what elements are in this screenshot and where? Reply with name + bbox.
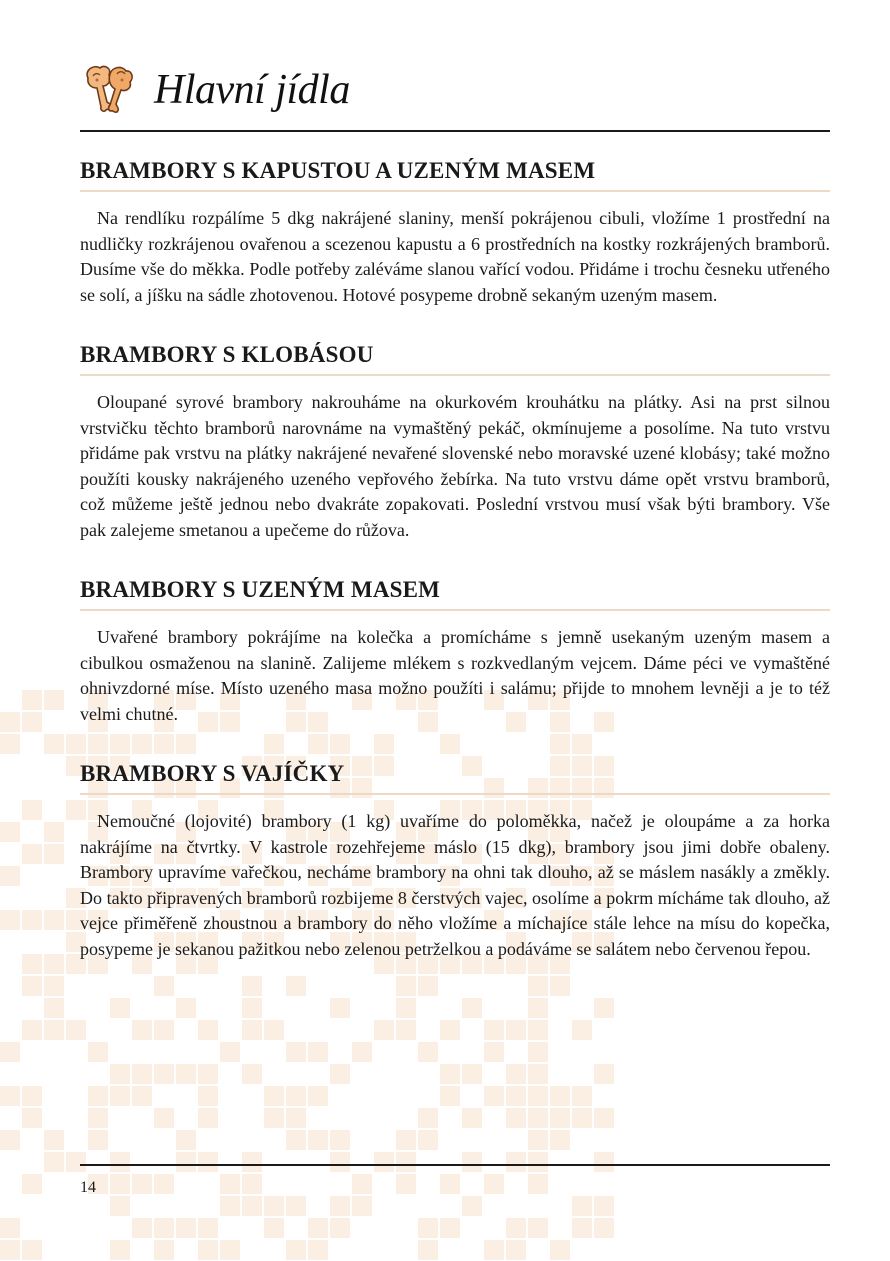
recipe-text: Oloupané syrové brambory nakrouháme na okurkovém krouhátku na plátky. Asi na prst silnou vrstvičku těchto bramborů narovnáme na vymaštěný pekáč, okmínujeme a posolíme. Na tuto vrstvu přidáme pak vrstvu na plátky nakrájené nevařené slovenské nebo moravské uzené klobásy; také možno použíti kousky nakrájeného uzeného vepřového žebírka. Na tuto vrstvu dáme opět vrstvu bramborů, což můžeme ještě jednou nebo dvakráte zopakovati. Poslední vrstvou musí však býti brambory. Vše pak zalejeme smetanou a upečeme do růžova. xyxy=(80,392,830,540)
header-divider xyxy=(80,130,830,132)
recipe-text: Na rendlíku rozpálíme 5 dkg nakrájené slaniny, menší pokrájenou cibuli, vložíme 1 prostřední na nudličky rozkrájenou ovařenou a scezenou kapustu a 6 prostředních na kostky rozkrájených bramborů. Dusíme vše do měkka. Podle potřeby zaléváme slanou vařící vodou. Přidáme i trochu česneku utřeného se solí, a jíšku na sádle zhotovenou. Hotové posypeme drobně sekaným uzeným masem. xyxy=(80,208,830,305)
recipe-text: Uvařené brambory pokrájíme na kolečka a promícháme s jemně usekaným uzeným masem a cibulkou osmaženou na slanině. Zalijeme mlékem s rozkvedlaným vejcem. Dáme péci ve vymaštěné ohnivzdorné míse. Místo uzeného masa možno použíti i salámu; přijde to mnohem levněji a je to též velmi chutné. xyxy=(80,627,830,724)
section-header xyxy=(80,58,830,130)
chicken-legs-icon xyxy=(82,64,134,114)
recipe-section xyxy=(80,569,830,727)
recipe-section xyxy=(80,753,830,962)
page-number: 14 xyxy=(80,1179,96,1196)
recipe-title: BRAMBORY S KAPUSTOU A UZENÝM MASEM xyxy=(80,150,830,192)
page-title: Hlavní jídla xyxy=(154,67,350,113)
recipe-title: BRAMBORY S UZENÝM MASEM xyxy=(80,569,830,611)
recipe-section xyxy=(80,150,830,308)
recipes-list xyxy=(80,150,830,988)
footer-divider xyxy=(80,1164,830,1166)
recipe-title: BRAMBORY S VAJÍČKY xyxy=(80,753,830,795)
recipe-title: BRAMBORY S KLOBÁSOU xyxy=(80,334,830,376)
recipe-text: Nemoučné (lojovité) brambory (1 kg) uvaříme do poloměkka, načež je oloupáme a za horka nakrájíme na čtvrtky. V kastrole rozehřejeme máslo (15 dkg), brambory jsou jimi dobře obaleny. Brambory upravíme vařečkou, necháme brambory na ohni tak dlouho, až se máslem nasákly a změkly. Do takto připravených bramborů rozbijeme 8 čerstvých vajec, osolíme a pokrm mícháme tak dlouho, až vejce přiměřeně zhoustnou a brambory do něho vložíme a míchajíce stále lehce na mísu do kopečka, posypeme je sekanou pažitkou nebo zelenou petrželkou a podáváme se salátem nebo červenou řepou. xyxy=(80,811,830,959)
recipe-section xyxy=(80,334,830,543)
